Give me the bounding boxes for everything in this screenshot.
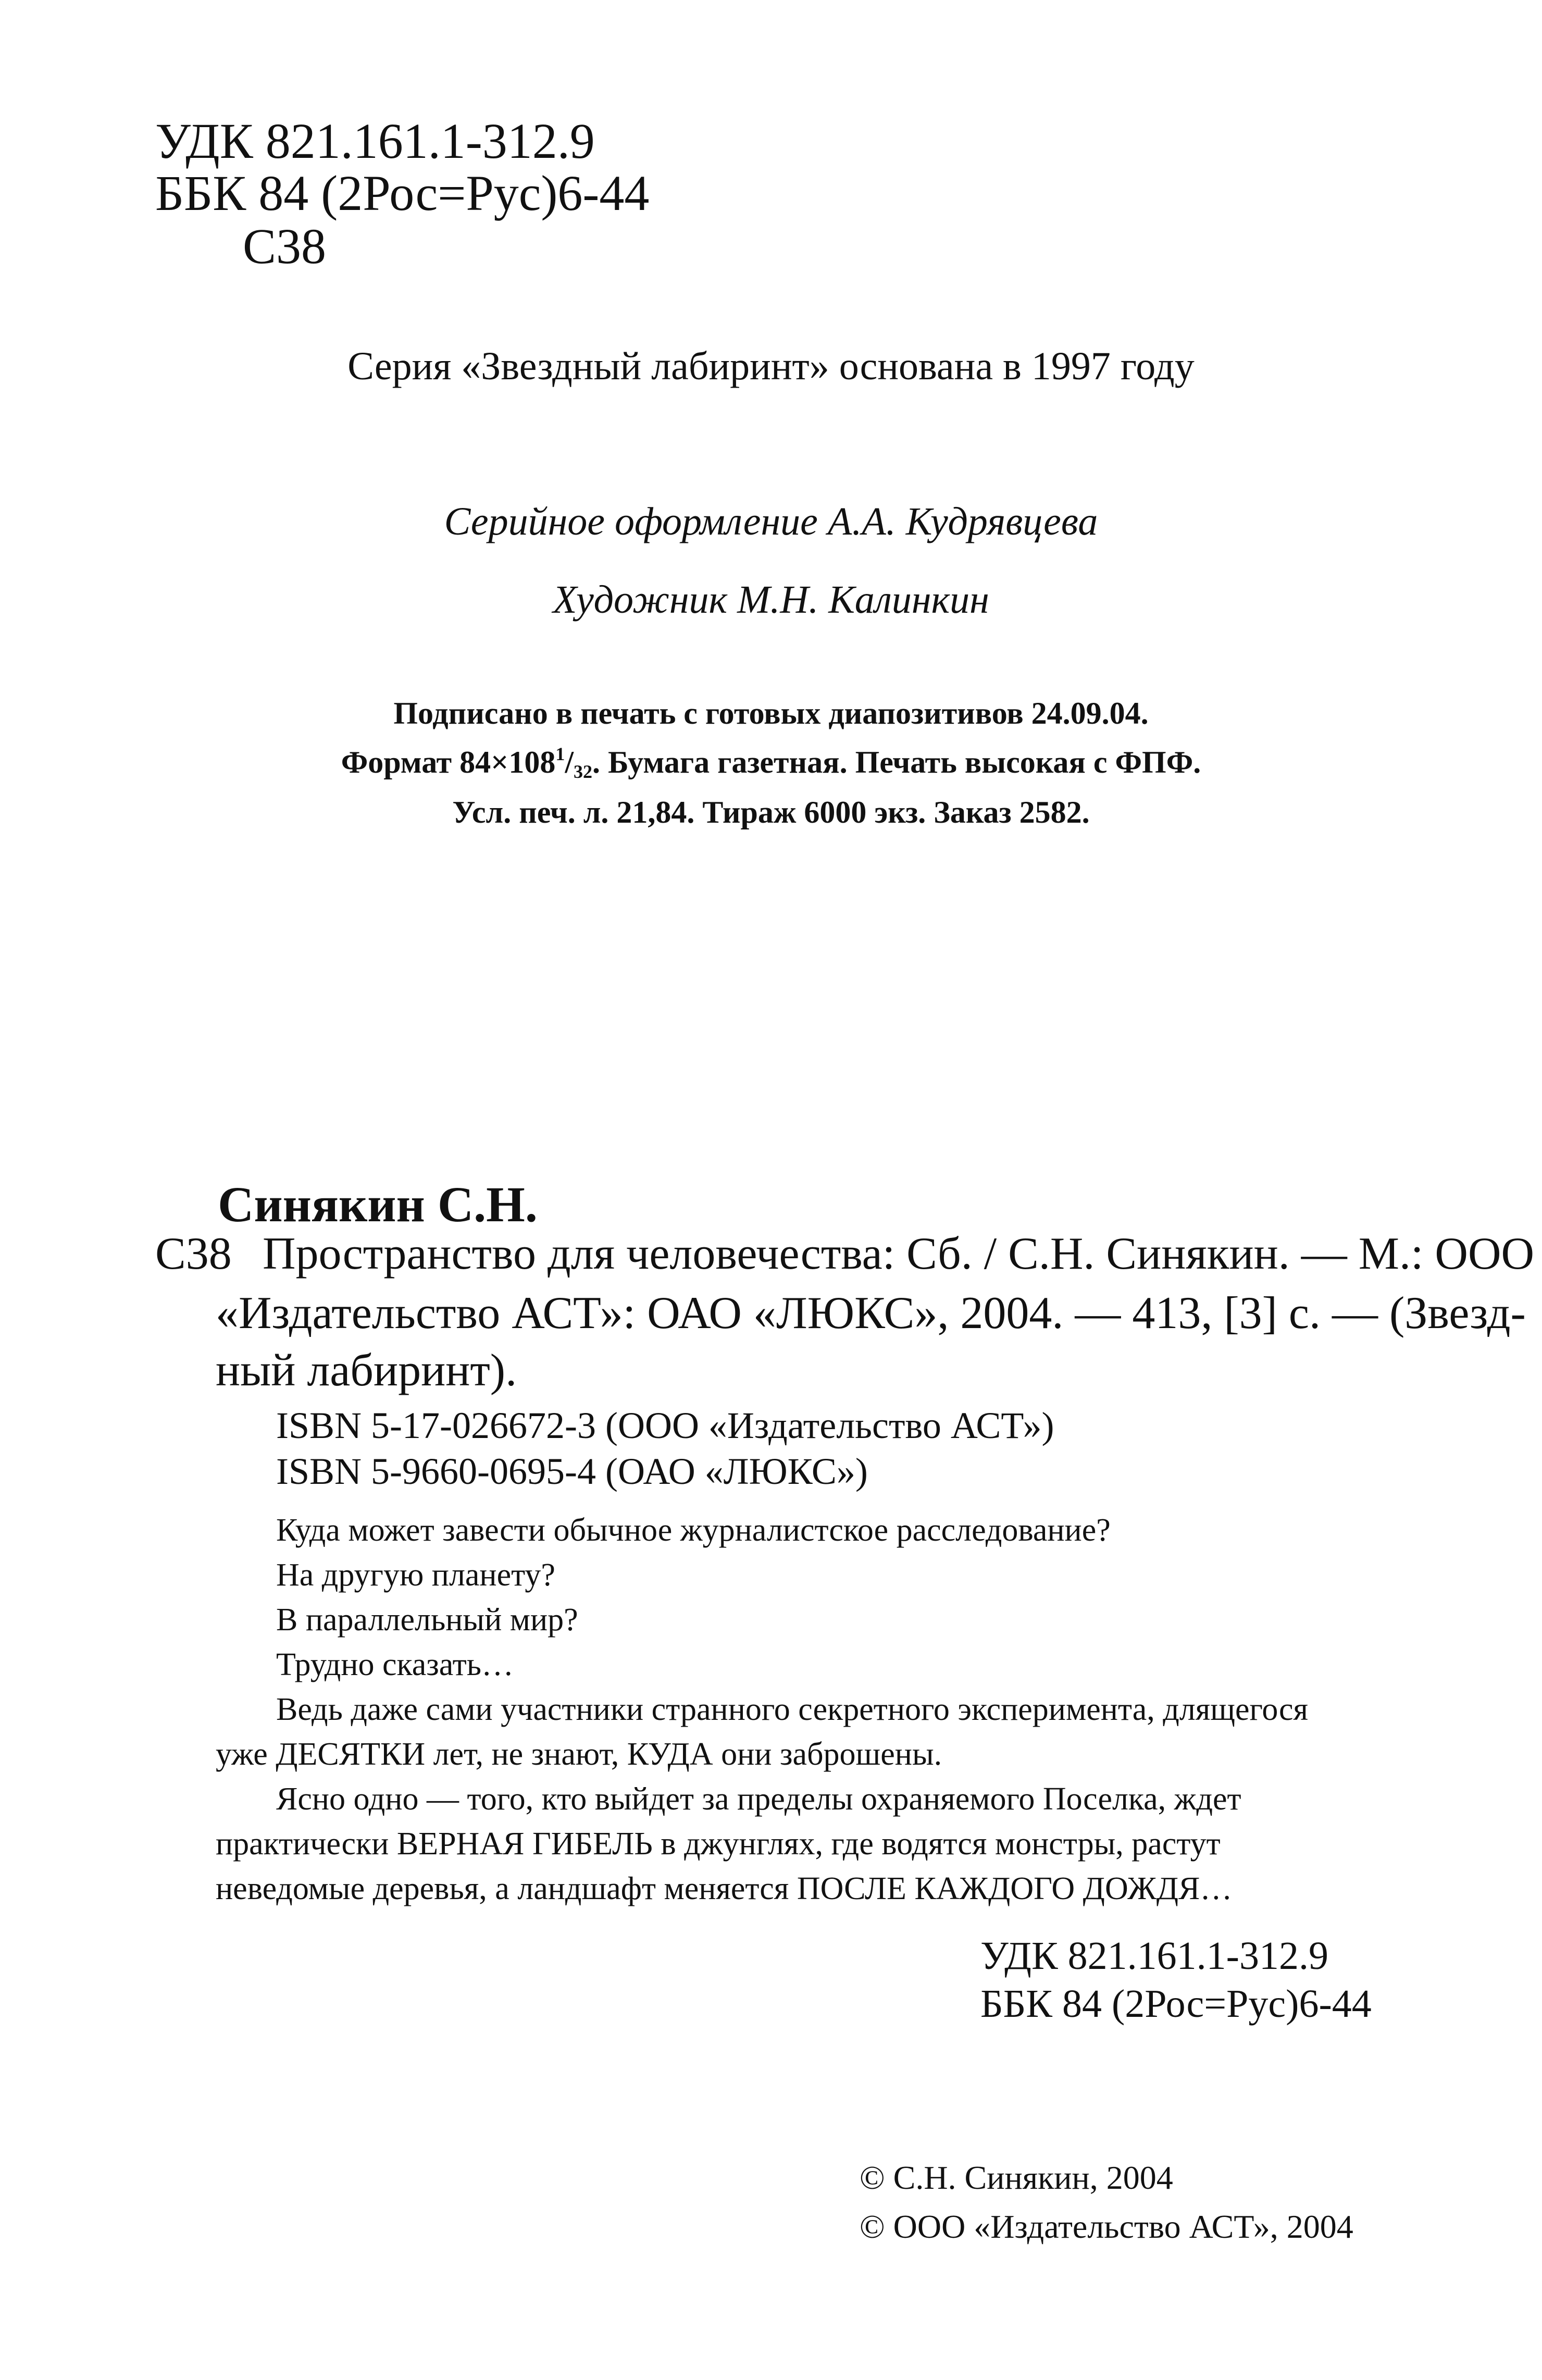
catalog-desc-line-1: Пространство для человечества: Сб. / С.Н. Синякин. — М.: ООО [263, 1229, 1535, 1279]
annotation-p1-line-2: уже ДЕСЯТКИ лет, не знают, КУДА они заброшены. [216, 1737, 942, 1772]
catalog-author-code: С38 [155, 1229, 232, 1279]
annotation-q2: На другую планету? [276, 1557, 555, 1593]
annotation-p1-line-1: Ведь даже сами участники странного секретного эксперимента, длящегося [276, 1692, 1309, 1727]
copyright-publisher: © ООО «Издательство АСТ», 2004 [860, 2208, 1353, 2245]
catalog-author-heading: Синякин С.Н. [218, 1176, 538, 1232]
imprint-block [0, 693, 1542, 833]
series-note: Серия «Звездный лабиринт» основана в 1997 году [347, 344, 1195, 388]
imprint-format-slash: / [565, 745, 574, 779]
bottom-bbk: ББК 84 (2Рос=Рус)6-44 [980, 1982, 1372, 2026]
imprint-format-sup: 1 [555, 743, 565, 764]
copyright-author: © С.Н. Синякин, 2004 [860, 2159, 1173, 2196]
top-udk: УДК 821.161.1-312.9 [155, 113, 595, 169]
annotation-q3: В параллельный мир? [276, 1602, 578, 1638]
imprint-line-2 [0, 734, 1542, 792]
imprint-line-1: Подписано в печать с готовых диапозитивов 24.09.04. [393, 696, 1149, 730]
imprint-format-sub: 32 [573, 761, 592, 782]
top-bbk: ББК 84 (2Рос=Рус)6-44 [155, 165, 650, 221]
annotation [216, 1508, 1346, 1911]
annotation-p2-line-2: практически ВЕРНАЯ ГИБЕЛЬ в джунглях, где водятся монстры, растут [216, 1826, 1221, 1862]
series-design-credit: Серийное оформление А.А. Кудрявцева [444, 500, 1098, 543]
catalog-desc-line-3: ный лабиринт). [216, 1345, 517, 1396]
annotation-q4: Трудно сказать… [276, 1647, 514, 1682]
annotation-p2-line-3: неведомые деревья, а ландшафт меняется ПОСЛЕ КАЖДОГО ДОЖДЯ… [216, 1871, 1233, 1906]
top-author-code: С38 [243, 218, 327, 274]
bottom-udk: УДК 821.161.1-312.9 [980, 1934, 1328, 1978]
annotation-q1: Куда может завести обычное журналистское расследование? [276, 1513, 1111, 1548]
isbn-1: ISBN 5-17-026672-3 (ООО «Издательство АСТ») [276, 1405, 1054, 1446]
annotation-p2-line-1: Ясно одно — того, кто выйдет за пределы охраняемого Поселка, ждет [276, 1781, 1241, 1817]
imprint-format: Формат 84×108 [341, 745, 556, 779]
isbn-2: ISBN 5-9660-0695-4 (ОАО «ЛЮКС») [276, 1451, 868, 1492]
imprint-paper: . Бумага газетная. Печать высокая с ФПФ. [592, 745, 1201, 779]
imprint-line-3: Усл. печ. л. 21,84. Тираж 6000 экз. Заказ 2582. [452, 795, 1090, 829]
artist-credit: Художник М.Н. Калинкин [553, 578, 989, 622]
catalog-desc-line-2: «Издательство АСТ»: ОАО «ЛЮКС», 2004. — 413, [3] с. — (Звезд- [216, 1288, 1526, 1338]
